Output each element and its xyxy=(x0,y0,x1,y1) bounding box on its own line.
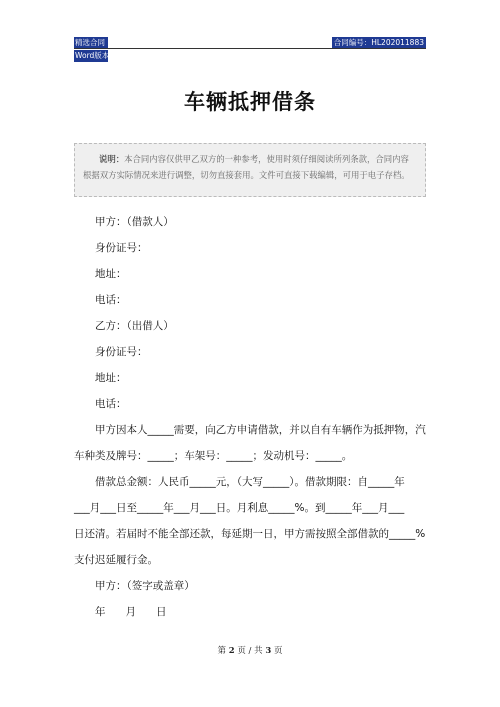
clause-amount-line2: ___月___日至_____年___月___日。月利息_____%。到_____年___月___ xyxy=(74,502,405,514)
document-title: 车辆抵押借条 xyxy=(184,90,316,114)
party-b-line: 乙方：（出借人） xyxy=(95,320,174,332)
header-brand-line2: Word版本 xyxy=(75,51,110,60)
footer-prefix: 第 xyxy=(217,646,227,656)
description-box xyxy=(74,143,426,197)
signature-line: 甲方：（签字或盖章） xyxy=(95,580,195,592)
footer-page-number: 2 xyxy=(228,646,235,656)
header-divider xyxy=(74,48,426,49)
page-footer xyxy=(0,644,500,656)
header-brand-line1: 精选合同 xyxy=(74,37,108,49)
footer-total-pages: 3 xyxy=(265,646,272,656)
date-line: 年 月 日 xyxy=(95,606,167,618)
footer-suffix: 页 xyxy=(273,646,283,656)
party-a-phone-line: 电话： xyxy=(95,294,127,306)
clause-purpose-line2: 车种类及牌号：_____；车架号：_____；发动机号：_____。 xyxy=(74,450,353,462)
clause-purpose-line1: 甲方因本人_____需要，向乙方申请借款，并以自有车辆作为抵押物，汽 xyxy=(95,424,426,436)
clause-amount-line1: 借款总金额：人民币_____元，（大写_____）。借款期限：自_____年 xyxy=(95,476,405,488)
party-a-line: 甲方：（借款人） xyxy=(95,216,174,228)
clause-amount-line3: 日还清。若届时不能全部还款，每延期一日，甲方需按照全部借款的_____% xyxy=(74,528,426,540)
contract-number: 合同编号：HL202011883 xyxy=(333,38,424,47)
party-b-address-line: 地址： xyxy=(95,372,127,384)
description-label: 说明： xyxy=(99,154,125,164)
clause-amount-line4: 支付迟延履行金。 xyxy=(74,554,158,566)
party-a-id-line: 身份证号： xyxy=(95,242,148,254)
party-b-phone-line: 电话： xyxy=(95,398,127,410)
header-brand xyxy=(74,37,108,63)
footer-mid: 页 / 共 xyxy=(237,646,263,656)
party-a-address-line: 地址： xyxy=(95,268,127,280)
description-text: 本合同内容仅供甲乙双方的一种参考，使用时须仔细阅读所列条款，合同内容根据双方实际情况来进行调整，切勿直接套用。文件可直接下载编辑，可用于电子存档。 xyxy=(83,154,410,180)
party-b-id-line: 身份证号： xyxy=(95,346,148,358)
